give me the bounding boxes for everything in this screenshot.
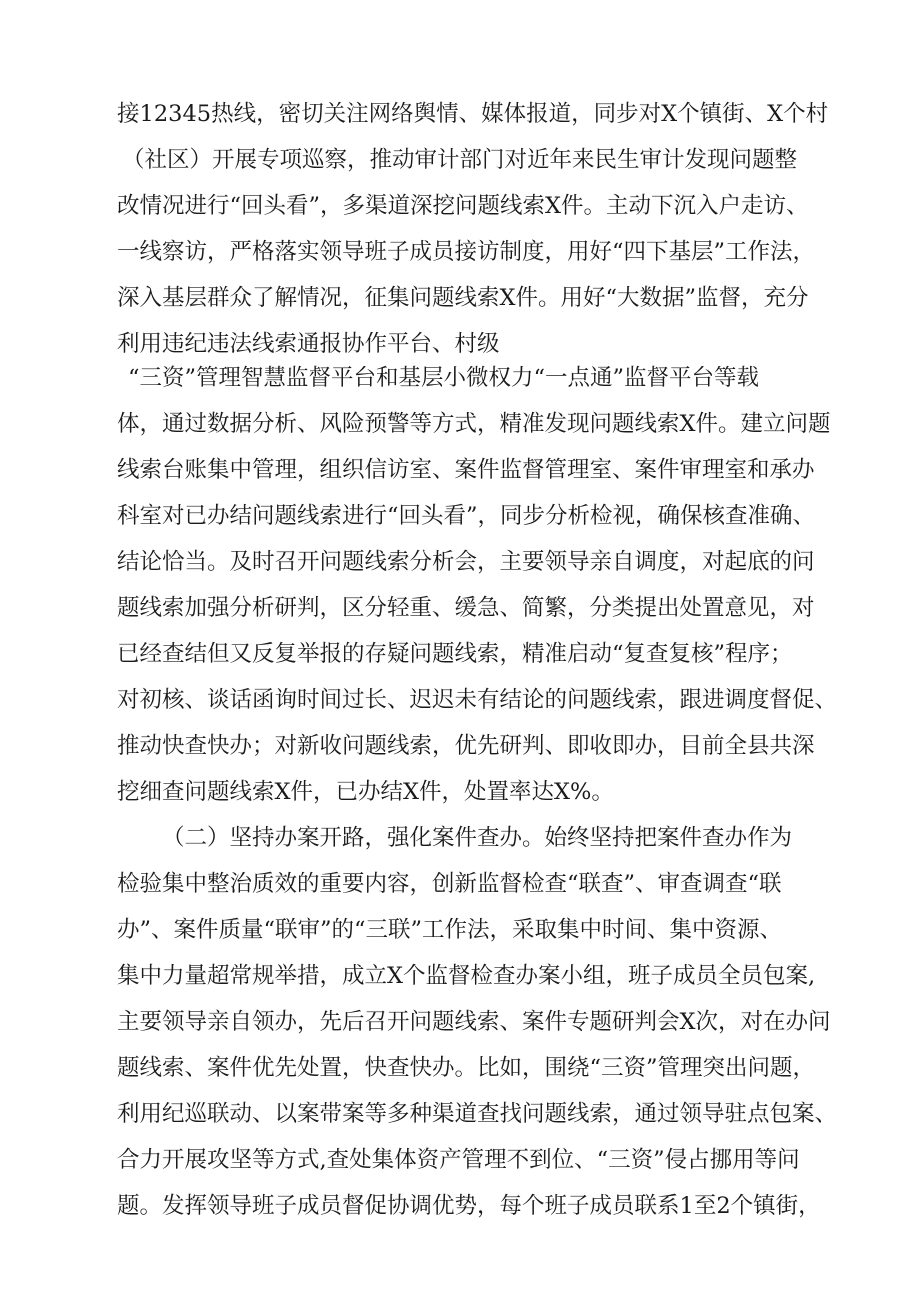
text-line: 办”、案件质量“联审”的“三联”工作法，采取集中时间、集中资源、 bbox=[117, 917, 783, 943]
text-line: （社区）开展专项巡察，推动审计部门对近年来民生审计发现问题整 bbox=[122, 147, 798, 173]
text-line: 题。发挥领导班子成员督促协调优势，每个班子成员联系1至2个镇街， bbox=[117, 1193, 821, 1219]
text-line: 合力开展攻坚等方式,查处集体资产管理不到位、“三资”侵占挪用等问 bbox=[117, 1147, 800, 1173]
text-line: 深入基层群众了解情况，征集问题线索X件。用好“大数据”监督，充分 bbox=[117, 285, 809, 311]
text-line: 科室对已办结问题线索进行“回头看”，同步分析检视，确保核查准确、 bbox=[117, 503, 816, 529]
text-line: 挖细查问题线索X件，已办结X件，处置率达X%。 bbox=[117, 779, 614, 805]
text-line: 已经查结但又反复举报的存疑问题线索，精准启动“复查复核”程序； bbox=[117, 641, 793, 667]
text-line: 检验集中整治质效的重要内容，创新监督检查“联查”、审查调查“联 bbox=[117, 871, 782, 897]
text-line: 一线察访，严格落实领导班子成员接访制度，用好“四下基层”工作法， bbox=[117, 239, 816, 265]
text-line: 接12345热线，密切关注网络舆情、媒体报道，同步对X个镇街、X个村 bbox=[117, 101, 829, 127]
text-line: 推动快查快办；对新收问题线索，优先研判、即收即办，目前全县共深 bbox=[117, 733, 815, 759]
section-heading-line: （二）坚持办案开路，强化案件查办。始终坚持把案件查办作为 bbox=[162, 825, 793, 851]
text-line: 体，通过数据分析、风险预警等方式，精准发现问题线索X件。建立问题 bbox=[117, 411, 831, 437]
text-line: 集中力量超常规举措，成立X个监督检查办案小组，班子成员全员包案, bbox=[117, 963, 816, 989]
text-line: 题线索、案件优先处置，快查快办。比如，围绕“三资”管理突出问题， bbox=[117, 1055, 816, 1081]
text-line: 题线索加强分析研判，区分轻重、缓急、简繁，分类提出处置意见，对 bbox=[117, 595, 815, 621]
text-line: 利用纪巡联动、以案带案等多种渠道查找问题线索，通过领导驻点包案、 bbox=[117, 1101, 838, 1127]
text-line: “三资”管理智慧监督平台和基层小微权力“一点通”监督平台等载 bbox=[128, 365, 760, 391]
text-line: 利用违纪违法线索通报协作平台、村级 bbox=[117, 331, 500, 357]
text-line: 结论恰当。及时召开问题线索分析会，主要领导亲自调度，对起底的问 bbox=[117, 549, 815, 575]
text-line: 对初核、谈话函询时间过长、迟迟未有结论的问题线索，跟进调度督促、 bbox=[117, 687, 838, 713]
text-line: 改情况进行“回头看”，多渠道深挖问题线索X件。主动下沉入户走访、 bbox=[117, 193, 809, 219]
text-line: 主要领导亲自领办，先后召开问题线索、案件专题研判会X次，对在办问 bbox=[117, 1009, 831, 1035]
text-line: 线索台账集中管理，组织信访室、案件监督管理室、案件审理室和承办 bbox=[117, 457, 815, 483]
